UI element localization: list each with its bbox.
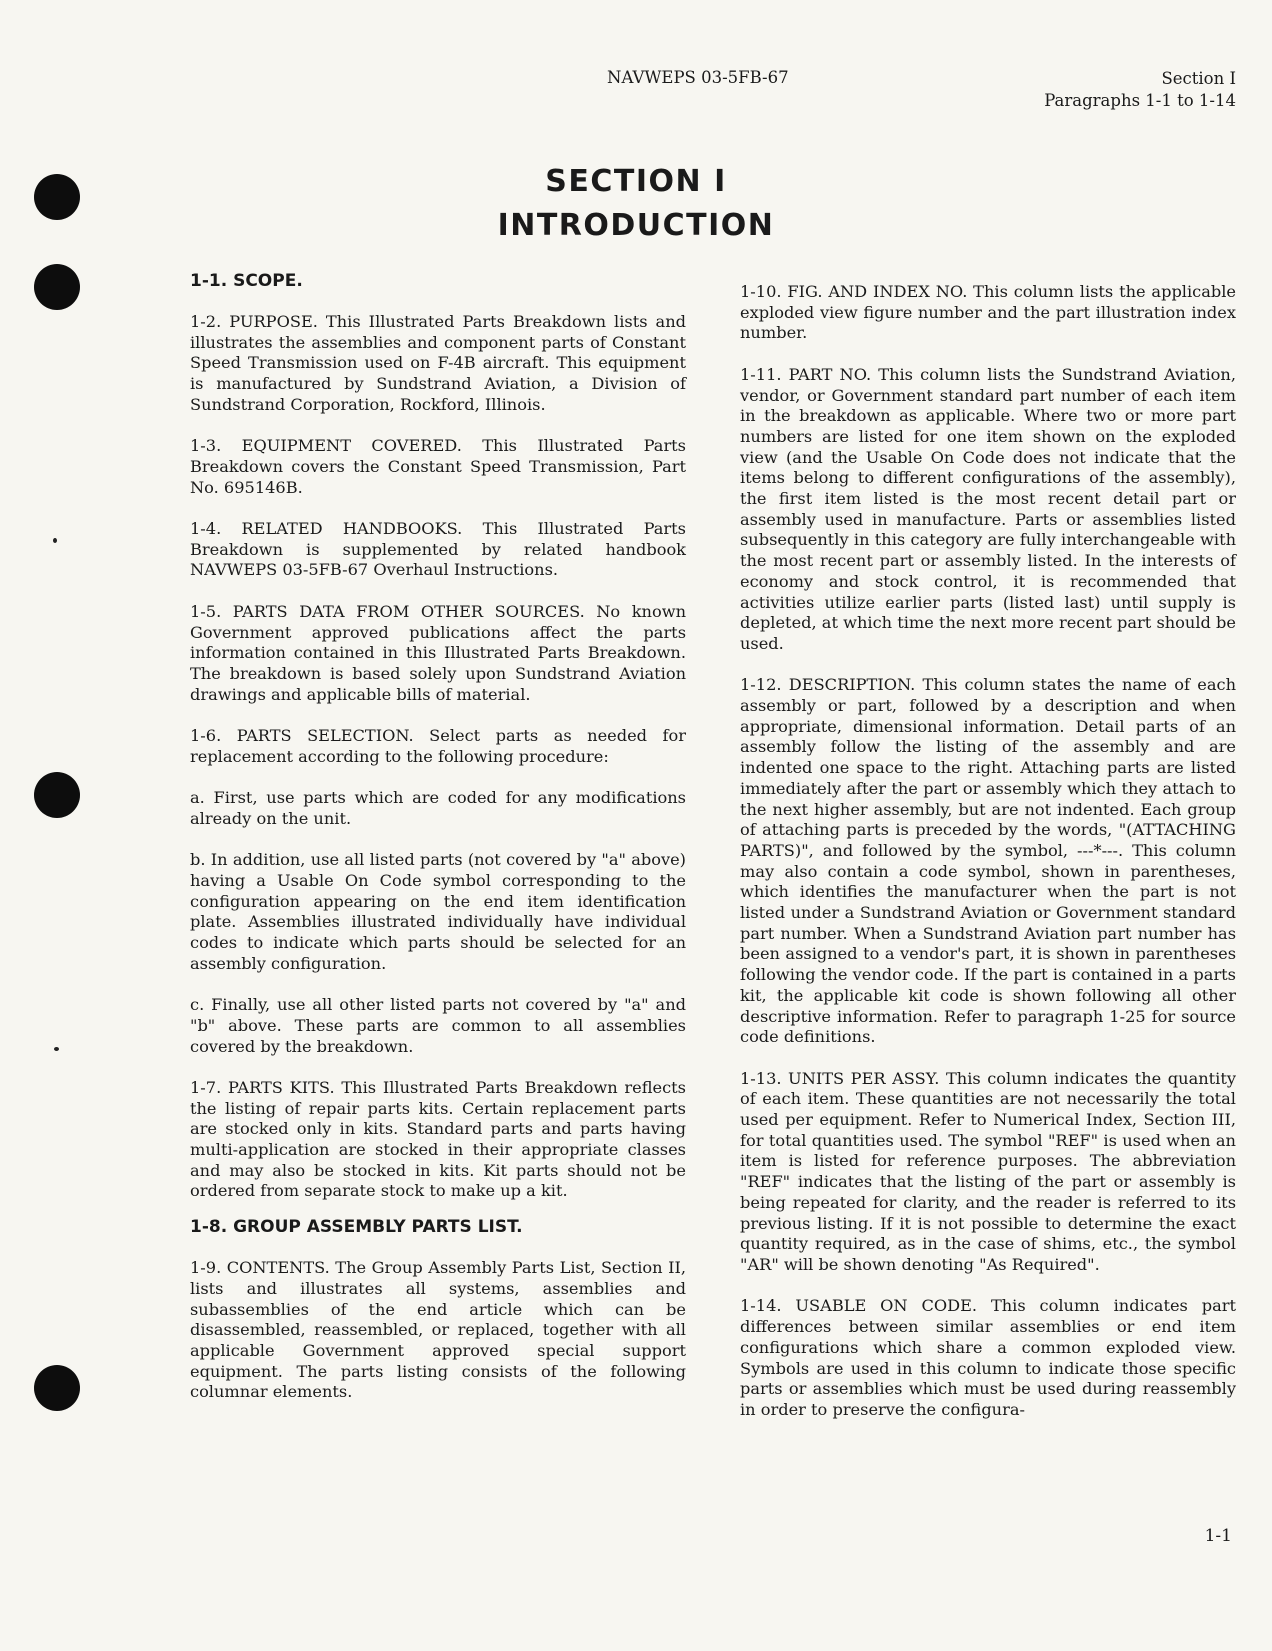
paragraph-1-2: 1-2. PURPOSE. This Illustrated Parts Breakdown lists and illustrates the assemblies and component parts of Constant Speed Transmission used on F-4B aircraft. This equipment is manufactured by Sundstrand Aviation, a Division of Sundstrand Corporation, Rockford, Illinois. (190, 312, 686, 414)
document-number: NAVWEPS 03-5FB-67 (607, 68, 789, 87)
paragraph-1-11: 1-11. PART NO. This column lists the Sundstrand Aviation, vendor, or Government standard part number of each item in the breakdown as applicable. Where two or more part numbers are listed for one item shown on the exploded view (and the Usable On Code does not indicate that the items belong to different configurations of the assembly), the first item listed is the most recent detail part or assembly used in manufacture. Parts or assemblies listed subsequently in this category are fully interchangeable with the most recent part or assembly listed. In the interests of economy and stock control, it is recommended that activities utilize earlier parts (listed last) until supply is depleted, at which time the next more recent part should be used. (740, 364, 1236, 653)
scan-speck (54, 1047, 59, 1051)
paragraph-1-6-b: b. In addition, use all listed parts (not covered by "a" above) having a Usable On Code symbol corresponding to the configuration appearing on the end item identification plate. Assemblies illustrated individually have individual codes to indicate which parts should be selected for an assembly configuration. (190, 850, 686, 973)
left-column (190, 270, 686, 1424)
binder-hole-4 (34, 1365, 80, 1411)
paragraph-1-14: 1-14. USABLE ON CODE. This column indicates part differences between similar assemblies or end item configurations which share a common exploded view. Symbols are used in this column to indicate those specific parts or assemblies which must be used during reassembly in order to preserve the configura- (740, 1296, 1236, 1419)
right-column (740, 282, 1236, 1441)
title-introduction: INTRODUCTION (497, 208, 775, 243)
paragraph-1-13: 1-13. UNITS PER ASSY. This column indicates the quantity of each item. These quantities are not necessarily the total used per equipment. Refer to Numerical Index, Section III, for total quantities used. The symbol "REF" is used when an item is listed for reference purposes. The abbreviation "REF" indicates that the listing of the part or assembly is being repeated for clarity, and the reader is referred to its previous listing. If it is not possible to determine the exact quantity required, as in the case of shims, etc., the symbol "AR" will be shown denoting "As Required". (740, 1068, 1236, 1274)
paragraph-1-6-c: c. Finally, use all other listed parts not covered by "a" and "b" above. These parts are common to all assemblies covered by the breakdown. (190, 995, 686, 1056)
paragraph-1-3: 1-3. EQUIPMENT COVERED. This Illustrated Parts Breakdown covers the Constant Speed Transmission, Part No. 695146B. (190, 436, 686, 497)
heading-group-assembly: 1-8. GROUP ASSEMBLY PARTS LIST. (190, 1217, 523, 1238)
paragraph-1-4: 1-4. RELATED HANDBOOKS. This Illustrated Parts Breakdown is supplemented by related handbook NAVWEPS 03-5FB-67 Overhaul Instructions. (190, 519, 686, 580)
paragraph-1-6-a: a. First, use parts which are coded for any modifications already on the unit. (190, 788, 686, 828)
binder-hole-2 (34, 264, 80, 310)
scan-speck (53, 538, 57, 543)
paragraph-1-10: 1-10. FIG. AND INDEX NO. This column lists the applicable exploded view figure number and the part illustration index number. (740, 282, 1236, 343)
title-section: SECTION I (545, 164, 727, 199)
heading-scope: 1-1. SCOPE. (190, 271, 303, 291)
paragraph-1-7: 1-7. PARTS KITS. This Illustrated Parts Breakdown reflects the listing of repair parts kits. Certain replacement parts are stocked only in kits. Standard parts and parts having multi-application are stocked in their appropriate classes and may also be stocked in kits. Kit parts should not be ordered from separate stock to make up a kit. (190, 1077, 686, 1201)
paragraph-1-5: 1-5. PARTS DATA FROM OTHER SOURCES. No known Government approved publications affect the parts information contained in this Illustrated Parts Breakdown. The breakdown is based solely upon Sundstrand Aviation drawings and applicable bills of material. (190, 601, 686, 704)
binder-hole-3 (34, 772, 80, 818)
page-number: 1-1 (1204, 1526, 1232, 1546)
paragraph-1-6: 1-6. PARTS SELECTION. Select parts as needed for replacement according to the following procedure: (190, 726, 686, 766)
paragraph-1-12: 1-12. DESCRIPTION. This column states the name of each assembly or part, followed by a description and when appropriate, dimensional information. Detail parts of an assembly follow the listing of the assembly and are indented one space to the right. Attaching parts are listed immediately after the part or assembly which they attach to the next higher assembly, but are not indented. Each group of attaching parts is preceded by the words, "(ATTACHING PARTS)", and followed by the symbol, ---*---. This column may also contain a code symbol, shown in parentheses, which identifies the manufacturer when the part is not listed under a Sundstrand Aviation or Government standard part number. When a Sundstrand Aviation part number has been assigned to a vendor's part, it is shown in parentheses following the vendor code. If the part is contained in a parts kit, the applicable kit code is shown following all other descriptive information. Refer to paragraph 1-25 for source code definitions. (740, 675, 1236, 1047)
section-reference (1044, 68, 1236, 112)
paragraph-range: Paragraphs 1-1 to 1-14 (1044, 91, 1236, 110)
section-label: Section I (1161, 69, 1236, 88)
page-title (0, 160, 1272, 248)
paragraph-1-9: 1-9. CONTENTS. The Group Assembly Parts List, Section II, lists and illustrates all systems, assemblies and subassemblies of the end article which can be disassembled, reassembled, or replaced, together with all applicable Government approved special support equipment. The parts listing consists of the following columnar elements. (190, 1258, 686, 1402)
